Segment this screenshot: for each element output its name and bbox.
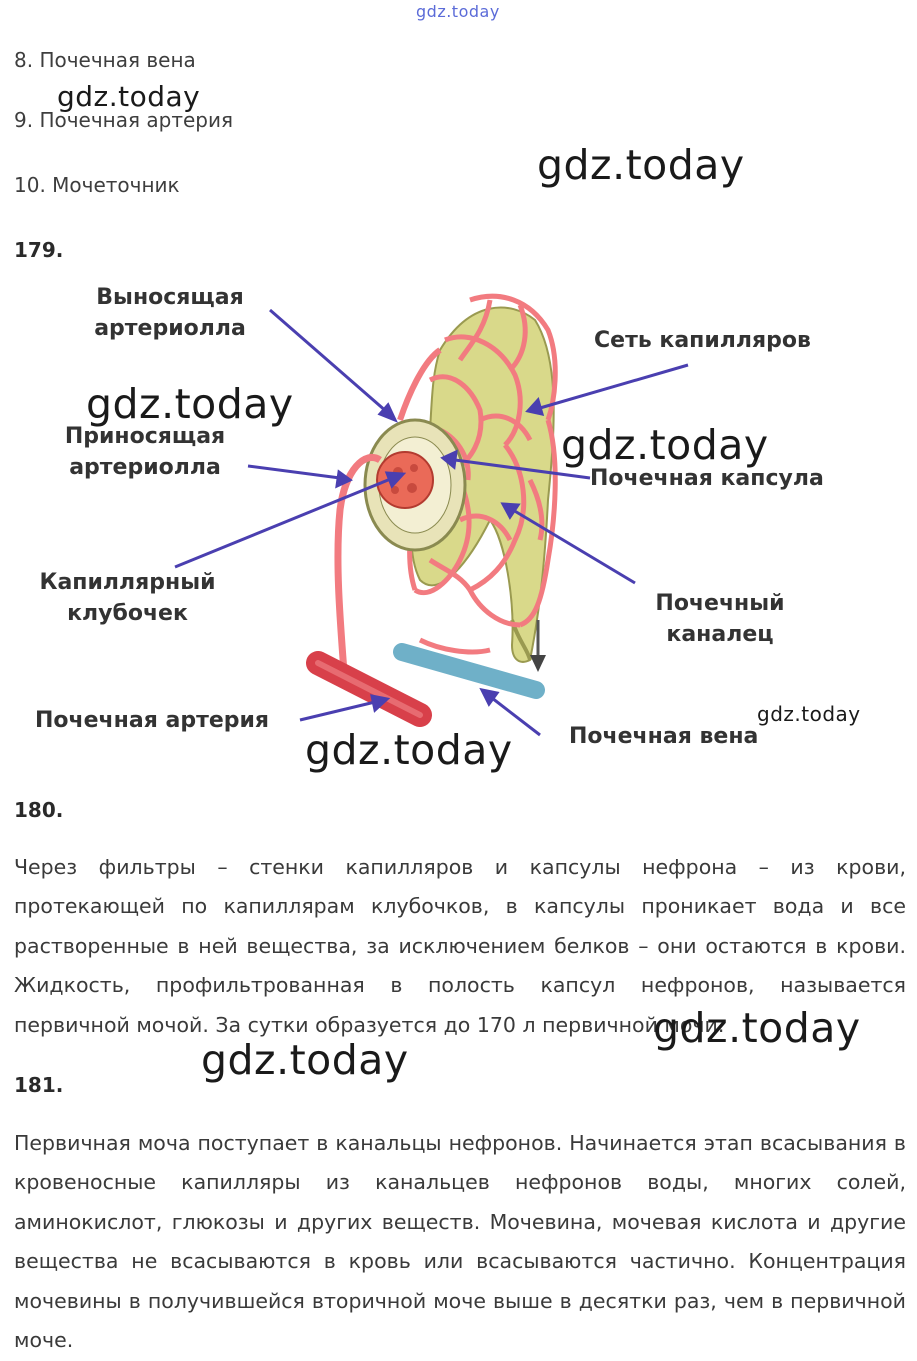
task-number: 180. <box>14 798 64 822</box>
watermark: gdz.today <box>653 1004 861 1052</box>
answer-paragraph: Через фильтры – стенки капилляров и капсулы нефрона – из крови, протекающей по капиллярам клубочков, в капсулы проникает вода и все растворенные в ней вещества, за исключением белков – они остаются в крови. Жидкость, профильтрованная в полость капсул нефронов, называется первичной мочой. За сутки образуется до 170 л первичной мочи. <box>14 855 906 1037</box>
label-renal-capsule: Почечная капсула <box>590 466 824 491</box>
answer-paragraph: Первичная моча поступает в канальцы нефронов. Начинается этап всасывания в кровеносные капилляры из канальцев нефронов воды, многих солей, аминокислот, глюкозы и других веществ. Мочевина, мочевая кислота и другие вещества не всасываются в кровь или всасываются частично. Концентрация мочевины в получившейся вторичной моче выше в десятки раз, чем в первичной моче. <box>14 1131 906 1353</box>
watermark: gdz.today <box>86 380 294 428</box>
list-item: 8. Почечная вена <box>14 48 196 72</box>
label-renal-tubule: Почечный каналец <box>655 591 785 647</box>
label-renal-artery: Почечная артерия <box>35 708 270 733</box>
label-renal-vein: Почечная вена <box>569 724 759 749</box>
watermark: gdz.today <box>757 702 861 726</box>
list-item: 10. Мочеточник <box>14 173 180 197</box>
watermark: gdz.today <box>201 1036 409 1084</box>
nephron-illustration <box>318 296 555 715</box>
list-item: 9. Почечная артерия <box>14 108 234 132</box>
task-number: 179. <box>14 238 64 262</box>
watermark: gdz.today <box>537 141 745 189</box>
label-afferent-arteriole: Приносящая артериолла <box>64 424 226 480</box>
watermark: gdz.today <box>57 80 201 113</box>
watermark: gdz.today <box>561 421 769 469</box>
task-number: 181. <box>14 1073 64 1097</box>
label-capillary-network: Сеть капилляров <box>594 328 811 353</box>
label-glomerulus: Капиллярный клубочек <box>39 570 216 626</box>
watermark: gdz.today <box>305 726 513 774</box>
label-efferent-arteriole: Выносящая артериолла <box>94 285 246 341</box>
watermark-top: gdz.today <box>416 2 500 21</box>
